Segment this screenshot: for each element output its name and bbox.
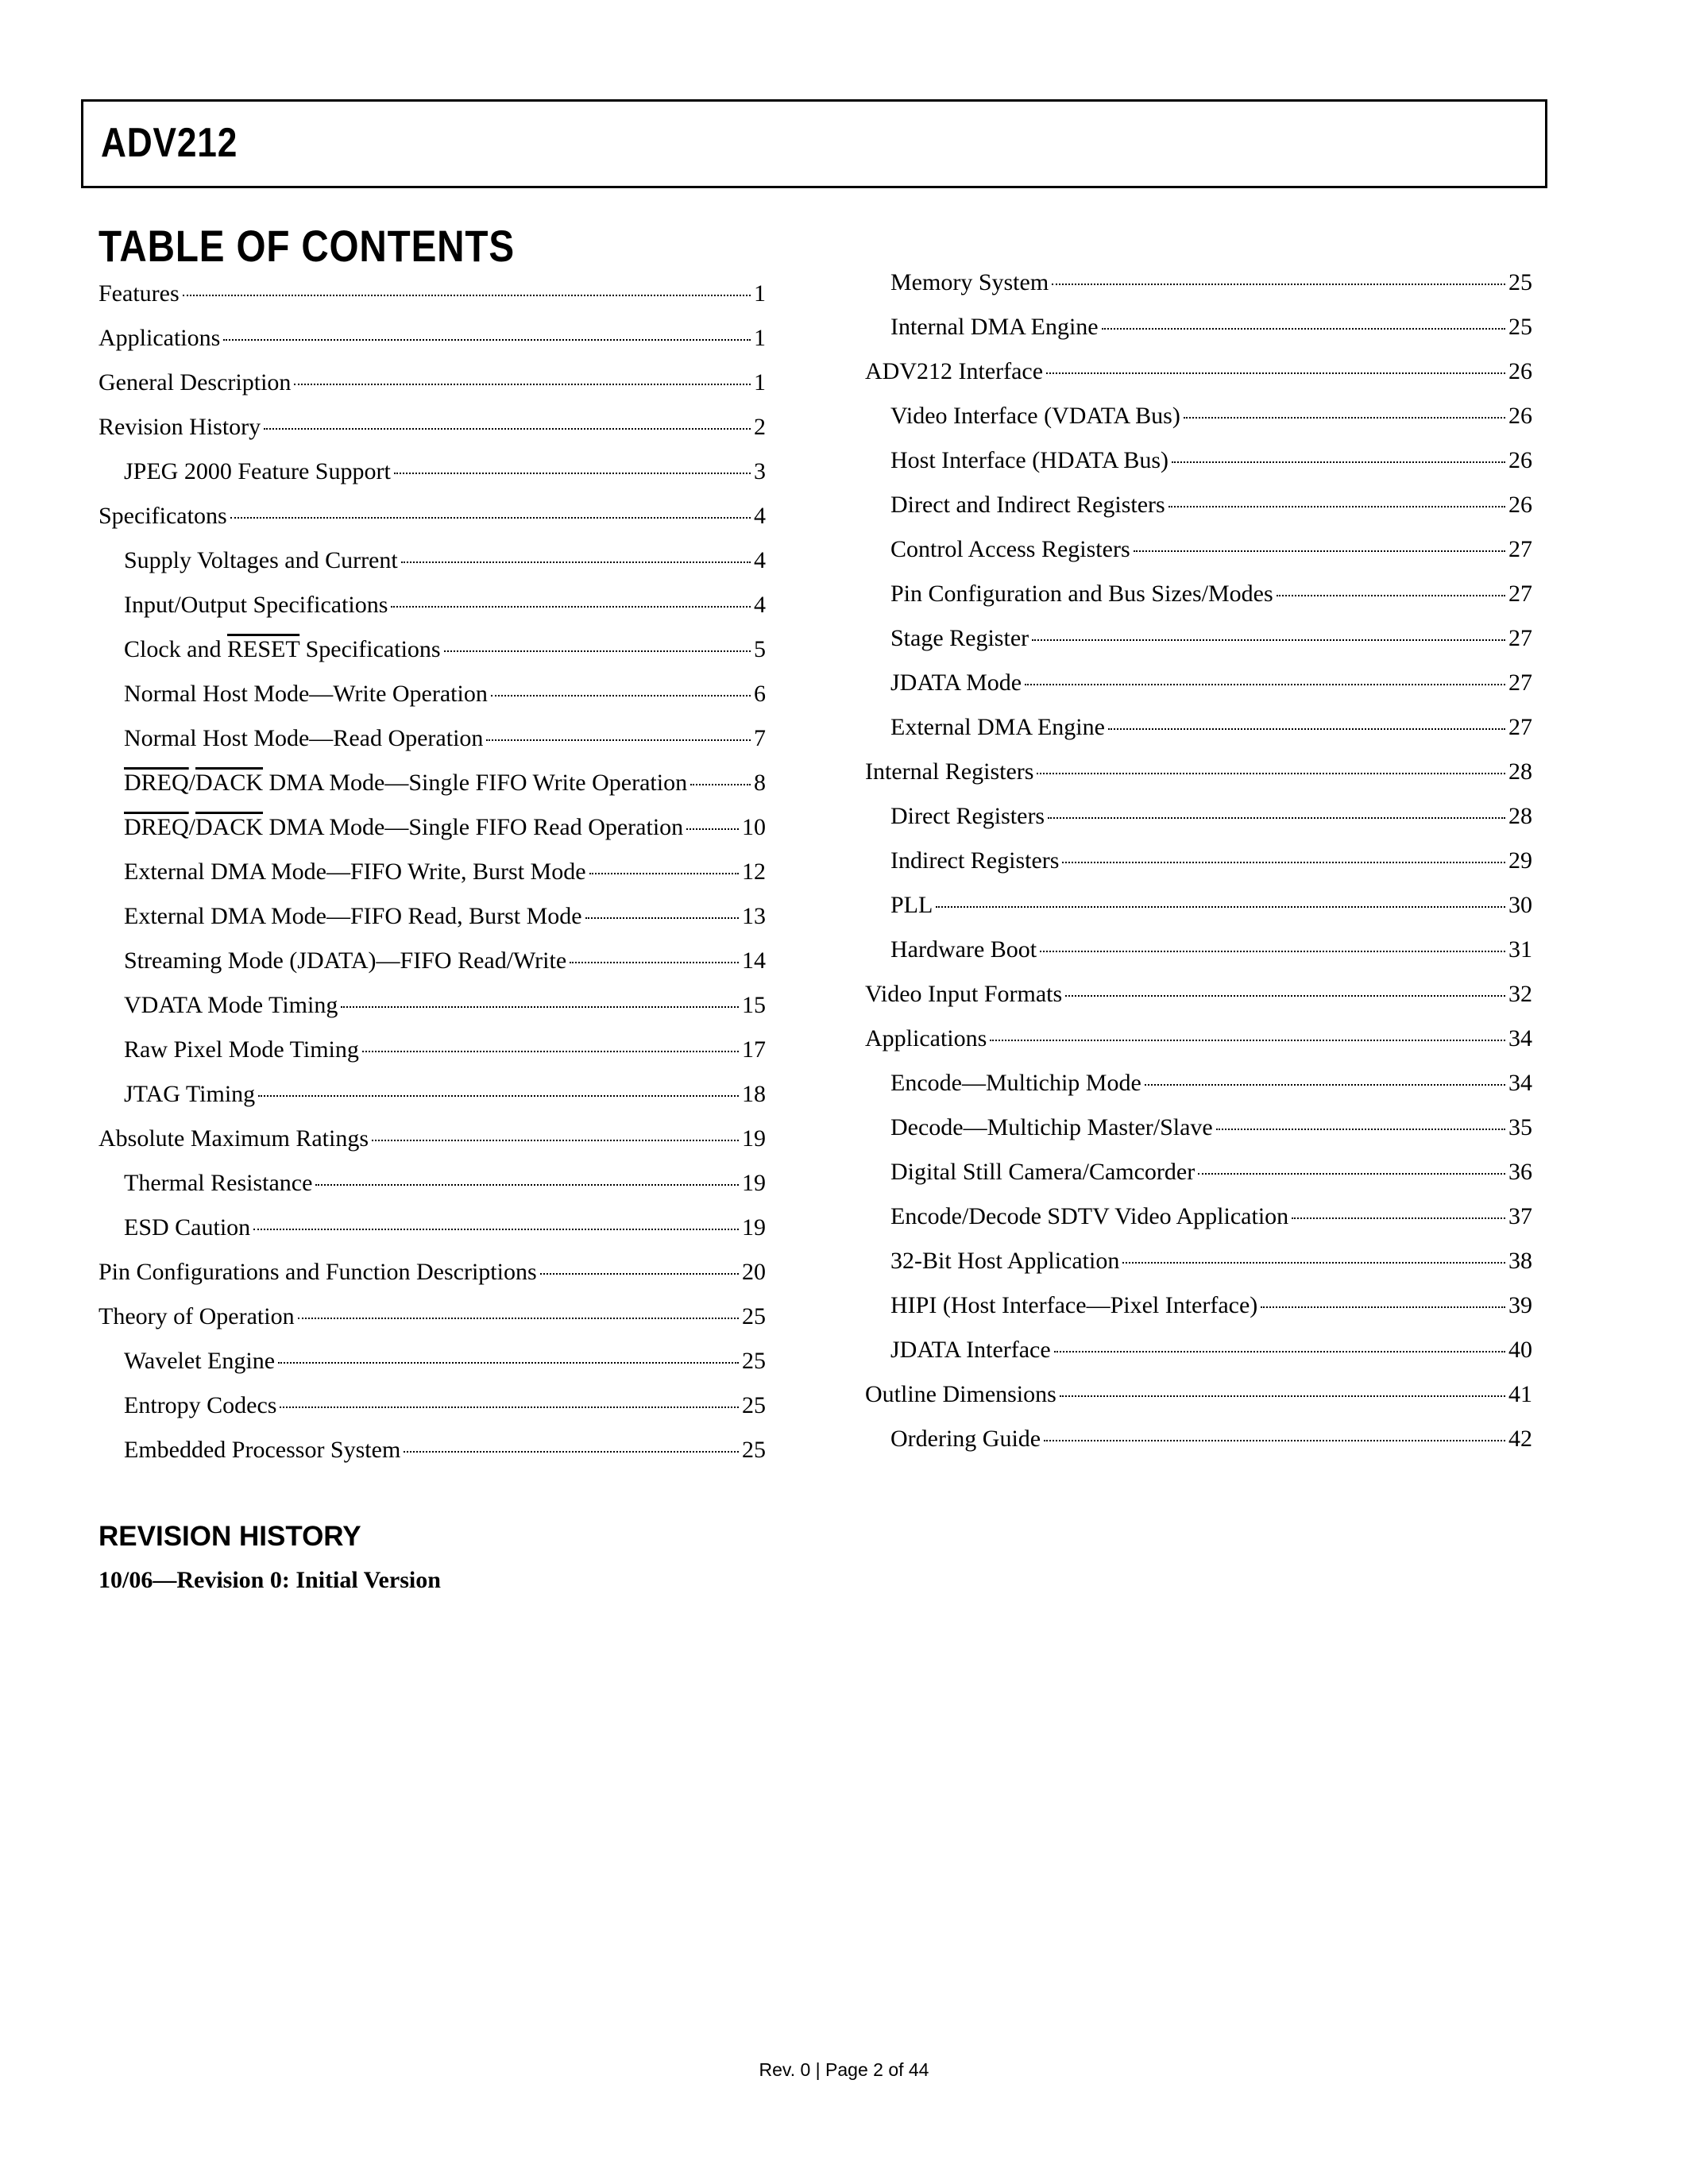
toc-entry-streaming-mode-jdata-fifo-read-write[interactable]	[98, 947, 766, 992]
toc-leader-dots	[230, 517, 751, 519]
toc-entry-page: 25	[742, 1437, 766, 1463]
toc-entry-dreq-dack-dma-mode-single-fifo-read-operation[interactable]	[98, 814, 766, 859]
toc-entry-general-description[interactable]	[98, 369, 766, 414]
toc-entry-page: 30	[1508, 892, 1532, 918]
toc-leader-dots	[1184, 417, 1505, 419]
toc-entry-page: 27	[1508, 536, 1532, 562]
toc-entry-page: 34	[1508, 1070, 1532, 1096]
toc-entry-direct-and-indirect-registers[interactable]	[865, 492, 1532, 536]
toc-entry-page: 4	[754, 592, 766, 618]
toc-entry-32-bit-host-application[interactable]	[865, 1248, 1532, 1292]
toc-entry-title: Memory System	[890, 269, 1049, 295]
toc-entry-title: Supply Voltages and Current	[124, 547, 398, 573]
toc-entry-indirect-registers[interactable]	[865, 847, 1532, 892]
toc-entry-direct-registers[interactable]	[865, 803, 1532, 847]
toc-entry-title: Revision History	[98, 414, 261, 440]
revision-history-heading: REVISION HISTORY	[98, 1521, 361, 1552]
toc-entry-title: Video Interface (VDATA Bus)	[890, 403, 1180, 429]
toc-entry-title: Thermal Resistance	[124, 1170, 313, 1196]
toc-leader-dots	[223, 339, 751, 341]
toc-leader-dots	[362, 1051, 739, 1052]
toc-entry-page: 29	[1508, 847, 1532, 874]
toc-entry-title: VDATA Mode Timing	[124, 992, 338, 1018]
toc-entry-page: 5	[754, 636, 766, 662]
toc-entry-jpeg-2000-feature-support[interactable]	[98, 458, 766, 503]
toc-entry-dreq-dack-dma-mode-single-fifo-write-operation[interactable]	[98, 770, 766, 814]
document-id: ADV212	[101, 120, 238, 166]
toc-entry-title: Entropy Codecs	[124, 1392, 277, 1418]
toc-entry-wavelet-engine[interactable]	[98, 1348, 766, 1392]
toc-entry-title: Digital Still Camera/Camcorder	[890, 1159, 1196, 1185]
toc-entry-page: 6	[754, 681, 766, 707]
toc-entry-page: 8	[754, 770, 766, 796]
toc-entry-page: 12	[742, 859, 766, 885]
toc-leader-dots	[1102, 328, 1505, 330]
toc-entry-page: 19	[742, 1214, 766, 1241]
toc-entry-page: 32	[1508, 981, 1532, 1007]
toc-entry-title: JTAG Timing	[124, 1081, 256, 1107]
toc-leader-dots	[1065, 995, 1505, 997]
toc-entry-title: JDATA Interface	[890, 1337, 1051, 1363]
toc-leader-dots	[585, 917, 739, 919]
toc-entry-decode-multichip-master-slave[interactable]	[865, 1114, 1532, 1159]
toc-entry-encode-multichip-mode[interactable]	[865, 1070, 1532, 1114]
toc-entry-revision-history[interactable]	[98, 414, 766, 458]
toc-entry-page: 27	[1508, 669, 1532, 696]
toc-entry-title: Embedded Processor System	[124, 1437, 401, 1463]
toc-entry-input-output-specifications[interactable]	[98, 592, 766, 636]
toc-leader-dots	[315, 1184, 739, 1186]
toc-entry-page: 37	[1508, 1203, 1532, 1229]
toc-entry-title: Video Input Formats	[865, 981, 1063, 1007]
toc-entry-title: ESD Caution	[124, 1214, 251, 1241]
toc-entry-title: Direct and Indirect Registers	[890, 492, 1165, 518]
toc-entry-title: Applications	[98, 325, 221, 351]
page-footer: Rev. 0 | Page 2 of 44	[759, 2059, 929, 2080]
toc-entry-title: Absolute Maximum Ratings	[98, 1125, 369, 1152]
toc-entry-page: 27	[1508, 581, 1532, 607]
toc-leader-dots	[1122, 1262, 1505, 1264]
toc-entry-hardware-boot[interactable]	[865, 936, 1532, 981]
toc-entry-title: Clock and RESET Specifications	[124, 636, 441, 662]
toc-entry-external-dma-mode-fifo-write-burst-mode[interactable]	[98, 859, 766, 903]
toc-entry-title: Wavelet Engine	[124, 1348, 276, 1374]
toc-leader-dots	[1048, 817, 1505, 819]
toc-entry-title: ADV212 Interface	[865, 358, 1044, 384]
toc-entry-page: 10	[742, 814, 766, 840]
toc-entry-title: JDATA Mode	[890, 669, 1022, 696]
toc-entry-digital-still-camera-camcorder[interactable]	[865, 1159, 1532, 1203]
toc-entry-memory-system[interactable]	[865, 269, 1532, 314]
toc-entry-title: Pin Configurations and Function Descriptions	[98, 1259, 537, 1285]
toc-entry-page: 1	[754, 325, 766, 351]
toc-leader-dots	[486, 739, 751, 741]
toc-entry-page: 27	[1508, 714, 1532, 740]
toc-leader-dots	[391, 606, 751, 608]
toc-entry-title: Normal Host Mode—Read Operation	[124, 725, 484, 751]
toc-entry-jtag-timing[interactable]	[98, 1081, 766, 1125]
toc-entry-title: Pin Configuration and Bus Sizes/Modes	[890, 581, 1273, 607]
toc-entry-page: 31	[1508, 936, 1532, 963]
toc-leader-dots	[990, 1040, 1505, 1041]
toc-entry-esd-caution[interactable]	[98, 1214, 766, 1259]
toc-entry-page: 28	[1508, 803, 1532, 829]
toc-entry-title: Ordering Guide	[890, 1426, 1041, 1452]
toc-entry-title: Indirect Registers	[890, 847, 1060, 874]
toc-leader-dots	[1060, 1395, 1505, 1397]
toc-entry-page: 25	[742, 1303, 766, 1329]
toc-entry-page: 2	[754, 414, 766, 440]
toc-leader-dots	[183, 295, 751, 296]
toc-entry-normal-host-mode-write-operation[interactable]	[98, 681, 766, 725]
toc-entry-ordering-guide[interactable]	[865, 1426, 1532, 1470]
toc-leader-dots	[1277, 595, 1505, 596]
toc-entry-jdata-interface[interactable]	[865, 1337, 1532, 1381]
toc-entry-internal-dma-engine[interactable]	[865, 314, 1532, 358]
toc-entry-title: External DMA Mode—FIFO Write, Burst Mode	[124, 859, 586, 885]
toc-leader-dots	[258, 1095, 739, 1097]
toc-entry-title: DREQ/DACK DMA Mode—Single FIFO Read Operation	[124, 814, 684, 840]
toc-leader-dots	[278, 1362, 739, 1364]
toc-leader-dots	[264, 428, 751, 430]
toc-entry-adv212-interface[interactable]	[865, 358, 1532, 403]
toc-entry-title: Features	[98, 280, 180, 307]
toc-leader-dots	[690, 784, 751, 785]
toc-leader-dots	[341, 1006, 739, 1008]
toc-entry-page: 25	[1508, 269, 1532, 295]
toc-entry-title: HIPI (Host Interface—Pixel Interface)	[890, 1292, 1258, 1318]
toc-entry-page: 1	[754, 280, 766, 307]
toc-entry-entropy-codecs[interactable]	[98, 1392, 766, 1437]
toc-entry-page: 7	[754, 725, 766, 751]
toc-entry-pin-configurations-and-function-descriptions[interactable]	[98, 1259, 766, 1303]
toc-entry-title: External DMA Engine	[890, 714, 1105, 740]
toc-leader-dots	[1054, 1351, 1505, 1352]
toc-entry-video-input-formats[interactable]	[865, 981, 1532, 1025]
toc-entry-page: 13	[742, 903, 766, 929]
toc-entry-specificatons[interactable]	[98, 503, 766, 547]
toc-entry-thermal-resistance[interactable]	[98, 1170, 766, 1214]
toc-entry-page: 36	[1508, 1159, 1532, 1185]
toc-leader-dots	[1037, 773, 1505, 774]
toc-entry-internal-registers[interactable]	[865, 758, 1532, 803]
toc-leader-dots	[444, 650, 751, 652]
toc-leader-dots	[401, 561, 751, 563]
toc-entry-pll[interactable]	[865, 892, 1532, 936]
toc-entry-vdata-mode-timing[interactable]	[98, 992, 766, 1036]
toc-leader-dots	[1025, 684, 1505, 685]
toc-title: TABLE OF CONTENTS	[98, 221, 515, 271]
toc-entry-page: 28	[1508, 758, 1532, 785]
toc-entry-raw-pixel-mode-timing[interactable]	[98, 1036, 766, 1081]
toc-entry-page: 25	[1508, 314, 1532, 340]
toc-entry-jdata-mode[interactable]	[865, 669, 1532, 714]
toc-entry-title: Applications	[865, 1025, 987, 1051]
toc-leader-dots	[1261, 1306, 1505, 1308]
toc-entry-control-access-registers[interactable]	[865, 536, 1532, 581]
toc-entry-page: 15	[742, 992, 766, 1018]
toc-entry-page: 19	[742, 1170, 766, 1196]
toc-entry-page: 27	[1508, 625, 1532, 651]
toc-entry-title: Direct Registers	[890, 803, 1045, 829]
toc-entry-page: 25	[742, 1348, 766, 1374]
toc-entry-supply-voltages-and-current[interactable]	[98, 547, 766, 592]
toc-entry-page: 14	[742, 947, 766, 974]
toc-entry-external-dma-mode-fifo-read-burst-mode[interactable]	[98, 903, 766, 947]
toc-entry-title: Normal Host Mode—Write Operation	[124, 681, 488, 707]
toc-entry-title: JPEG 2000 Feature Support	[124, 458, 391, 484]
toc-entry-title: Streaming Mode (JDATA)—FIFO Read/Write	[124, 947, 567, 974]
toc-entry-title: Encode—Multichip Mode	[890, 1070, 1141, 1096]
toc-entry-video-interface-vdata-bus[interactable]	[865, 403, 1532, 447]
toc-entry-title: General Description	[98, 369, 292, 396]
toc-right-column	[865, 269, 1532, 1470]
toc-entry-theory-of-operation[interactable]	[98, 1303, 766, 1348]
toc-left-column	[98, 280, 766, 1481]
toc-entry-title: Internal Registers	[865, 758, 1034, 785]
toc-entry-hipi-host-interface-pixel-interface[interactable]	[865, 1292, 1532, 1337]
toc-leader-dots	[404, 1451, 739, 1453]
toc-entry-title: Theory of Operation	[98, 1303, 295, 1329]
toc-leader-dots	[1292, 1217, 1505, 1219]
toc-leader-dots	[1216, 1129, 1505, 1130]
toc-leader-dots	[1032, 639, 1505, 641]
toc-entry-page: 3	[754, 458, 766, 484]
toc-leader-dots	[298, 1318, 739, 1319]
toc-entry-title: Specificatons	[98, 503, 227, 529]
toc-entry-page: 38	[1508, 1248, 1532, 1274]
toc-leader-dots	[1145, 1084, 1505, 1086]
toc-entry-page: 34	[1508, 1025, 1532, 1051]
toc-entry-applications[interactable]	[98, 325, 766, 369]
toc-entry-title: Outline Dimensions	[865, 1381, 1056, 1407]
toc-leader-dots	[589, 873, 739, 874]
toc-leader-dots	[1198, 1173, 1505, 1175]
toc-leader-dots	[280, 1406, 739, 1408]
toc-entry-stage-register[interactable]	[865, 625, 1532, 669]
toc-leader-dots	[294, 384, 751, 385]
toc-entry-page: 35	[1508, 1114, 1532, 1140]
toc-entry-title: Raw Pixel Mode Timing	[124, 1036, 359, 1063]
toc-entry-title: PLL	[890, 892, 933, 918]
toc-entry-page: 42	[1508, 1426, 1532, 1452]
toc-leader-dots	[253, 1229, 739, 1230]
toc-leader-dots	[1046, 372, 1505, 374]
toc-entry-title: Stage Register	[890, 625, 1029, 651]
toc-leader-dots	[1062, 862, 1505, 863]
toc-entry-page: 40	[1508, 1337, 1532, 1363]
toc-leader-dots	[570, 962, 739, 963]
toc-entry-absolute-maximum-ratings[interactable]	[98, 1125, 766, 1170]
toc-leader-dots	[1134, 550, 1505, 552]
toc-entry-page: 25	[742, 1392, 766, 1418]
toc-leader-dots	[936, 906, 1505, 908]
toc-entry-applications[interactable]	[865, 1025, 1532, 1070]
toc-entry-title: 32-Bit Host Application	[890, 1248, 1120, 1274]
toc-entry-pin-configuration-and-bus-sizes-modes[interactable]	[865, 581, 1532, 625]
toc-entry-encode-decode-sdtv-video-application[interactable]	[865, 1203, 1532, 1248]
toc-entry-features[interactable]	[98, 280, 766, 325]
toc-leader-dots	[1172, 461, 1505, 463]
toc-entry-page: 18	[742, 1081, 766, 1107]
toc-entry-page: 26	[1508, 358, 1532, 384]
toc-leader-dots	[1168, 506, 1505, 507]
toc-entry-page: 41	[1508, 1381, 1532, 1407]
revision-entry: 10/06—Revision 0: Initial Version	[98, 1567, 441, 1593]
toc-entry-page: 1	[754, 369, 766, 396]
toc-leader-dots	[1040, 951, 1505, 952]
toc-entry-page: 39	[1508, 1292, 1532, 1318]
toc-entry-title: DREQ/DACK DMA Mode—Single FIFO Write Operation	[124, 770, 688, 796]
toc-entry-page: 26	[1508, 492, 1532, 518]
toc-leader-dots	[394, 473, 751, 474]
toc-entry-outline-dimensions[interactable]	[865, 1381, 1532, 1426]
toc-entry-title: External DMA Mode—FIFO Read, Burst Mode	[124, 903, 582, 929]
toc-entry-page: 26	[1508, 447, 1532, 473]
toc-leader-dots	[1108, 728, 1505, 730]
toc-entry-title: Encode/Decode SDTV Video Application	[890, 1203, 1289, 1229]
toc-entry-external-dma-engine[interactable]	[865, 714, 1532, 758]
toc-entry-page: 26	[1508, 403, 1532, 429]
toc-entry-page: 4	[754, 547, 766, 573]
toc-entry-title: Input/Output Specifications	[124, 592, 388, 618]
toc-entry-title: Decode—Multichip Master/Slave	[890, 1114, 1213, 1140]
toc-entry-page: 17	[742, 1036, 766, 1063]
toc-entry-title: Hardware Boot	[890, 936, 1037, 963]
toc-leader-dots	[686, 828, 739, 830]
toc-entry-page: 20	[742, 1259, 766, 1285]
toc-leader-dots	[1052, 284, 1505, 285]
toc-leader-dots	[1044, 1440, 1505, 1441]
toc-entry-normal-host-mode-read-operation[interactable]	[98, 725, 766, 770]
toc-entry-clock-and-reset-specifications[interactable]	[98, 636, 766, 681]
toc-leader-dots	[540, 1273, 739, 1275]
toc-leader-dots	[491, 695, 751, 696]
toc-entry-page: 19	[742, 1125, 766, 1152]
header-box	[81, 99, 1547, 188]
toc-entry-embedded-processor-system[interactable]	[98, 1437, 766, 1481]
toc-entry-title: Host Interface (HDATA Bus)	[890, 447, 1169, 473]
toc-entry-title: Control Access Registers	[890, 536, 1130, 562]
toc-leader-dots	[372, 1140, 739, 1141]
toc-entry-page: 4	[754, 503, 766, 529]
toc-entry-host-interface-hdata-bus[interactable]	[865, 447, 1532, 492]
toc-entry-title: Internal DMA Engine	[890, 314, 1099, 340]
